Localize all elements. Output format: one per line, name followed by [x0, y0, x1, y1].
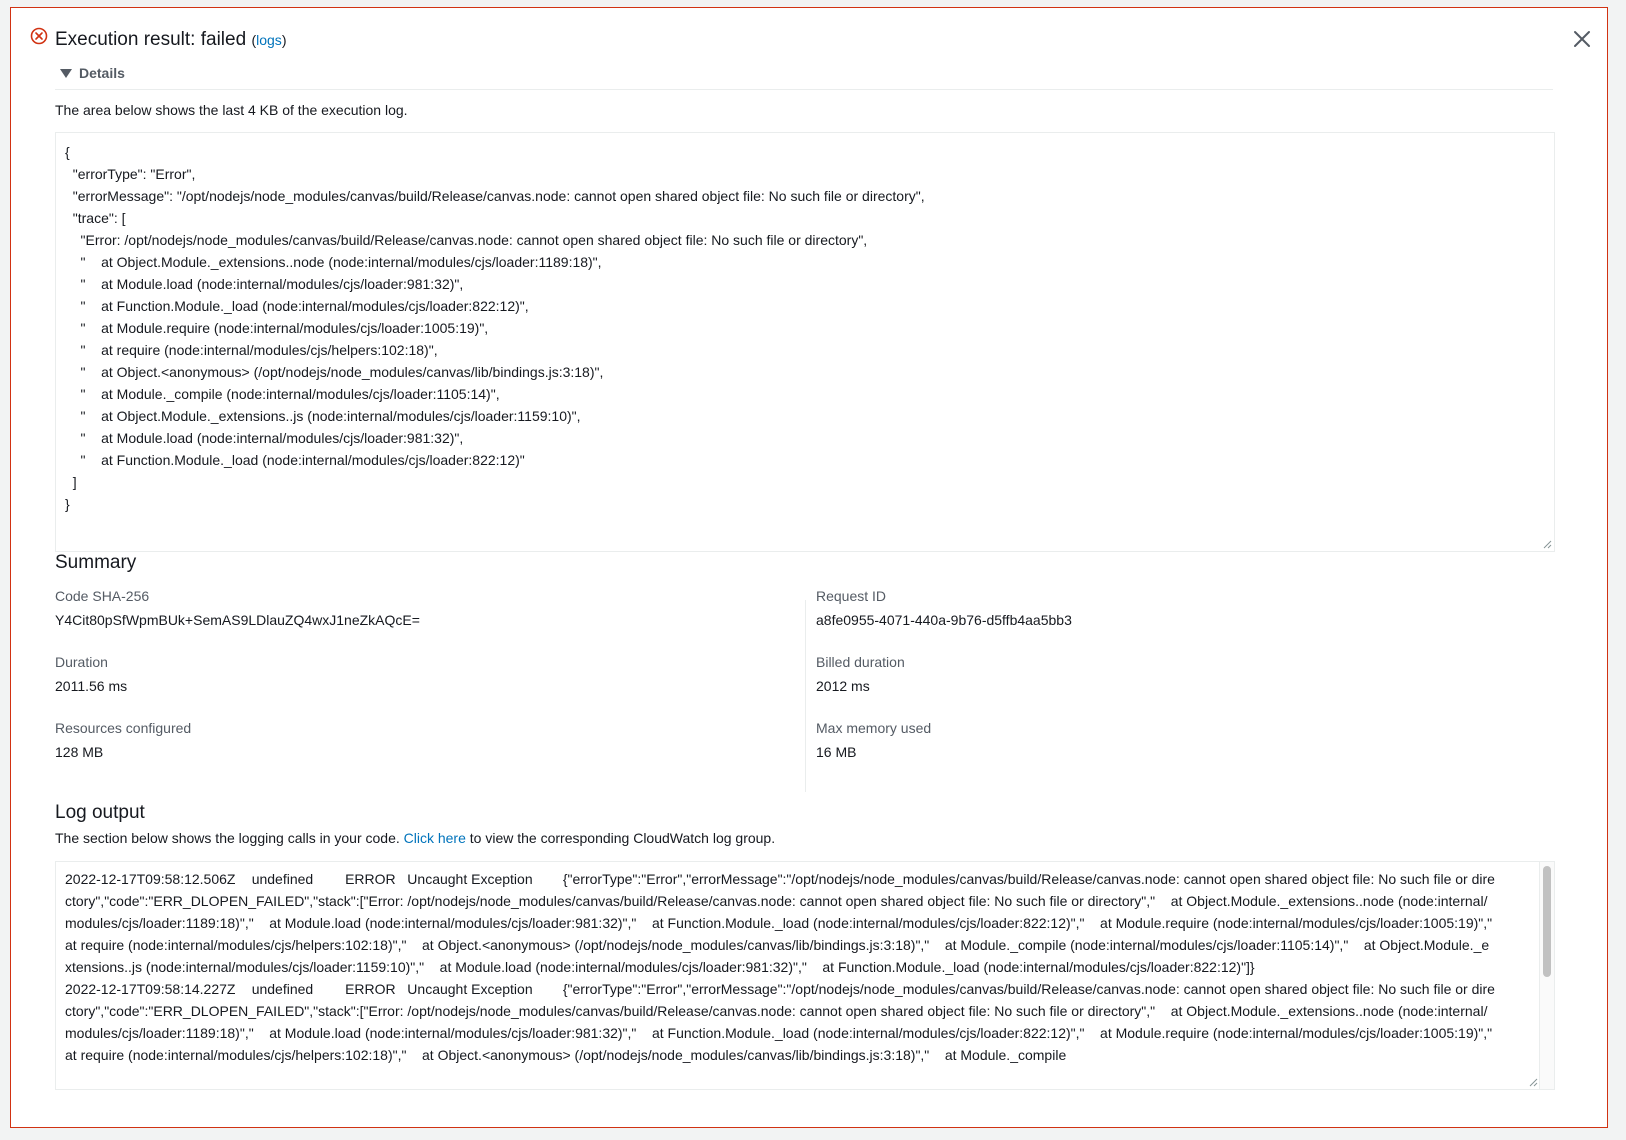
- execution-log-line: "errorMessage": "/opt/nodejs/node_modules/canvas/build/Release/canvas.node: cannot open shared object file: No such file or directory",: [65, 188, 925, 204]
- result-title: [55, 29, 286, 51]
- duration-value: 2011.56 ms: [55, 678, 128, 694]
- log-scrollbar-thumb[interactable]: [1543, 866, 1551, 977]
- summary-heading: Summary: [55, 552, 137, 573]
- summary-column-divider: [805, 600, 806, 792]
- resize-handle-icon[interactable]: [1543, 540, 1552, 549]
- execution-log-content: [65, 141, 1545, 515]
- paren-open: (: [251, 32, 257, 48]
- paren-close: ): [281, 32, 287, 48]
- details-divider: [55, 89, 1553, 90]
- result-title-text: Execution result: failed: [55, 29, 247, 50]
- request-id-label: Request ID: [816, 588, 887, 604]
- execution-log-line: {: [65, 144, 70, 160]
- max-memory-value: 16 MB: [816, 744, 857, 760]
- x-circle-icon: [30, 27, 48, 45]
- caret-down-icon: [60, 69, 72, 78]
- execution-result-panel: [10, 7, 1608, 1128]
- close-icon[interactable]: [1571, 28, 1593, 50]
- execution-log-line: " at Module.load (node:internal/modules/cjs/loader:981:32)",: [65, 430, 464, 446]
- logs-link[interactable]: logs: [256, 32, 282, 48]
- log-output-heading: Log output: [55, 802, 145, 823]
- details-label: Details: [79, 65, 125, 81]
- log-scrollbar[interactable]: [1539, 862, 1554, 1089]
- log-entry: 2022-12-17T09:58:12.506Z undefined ERROR Uncaught Exception {"errorType":"Error","errorMessage":"/opt/nodejs/node_modules/canvas/build/Release/canvas.node: cannot open shared object file: No such file or directory","code":"ERR_DLOPEN_FAILED","stack":["Error: /opt/nodejs/node_modules/canvas/build/Release/canvas.node: cannot open shared object file: No such file or directory"," at Object.Module._extensions..node (node:internal/modules/cjs/loader:1189:18)"," at Module.load (node:internal/modules/cjs/loader:981:32)"," at Function.Module._load (node:internal/modules/cjs/loader:822:12)"," at Module.require (node:internal/modules/cjs/loader:1005:19)"," at require (node:internal/modules/cjs/helpers:102:18)"," at Object.<anonymous> (/opt/nodejs/node_modules/canvas/lib/bindings.js:3:18)"," at Module._compile (node:internal/modules/cjs/loader:1105:14)"," at Object.Module._extensions..js (node:internal/modules/cjs/loader:1159:10)"," at Module.load (node:internal/modules/cjs/loader:981:32)"," at Function.Module._load (node:internal/modules/cjs/loader:822:12)"]}: [65, 871, 1508, 975]
- log-output-description: [55, 830, 775, 846]
- log-desc-after: to view the corresponding CloudWatch log group.: [465, 830, 776, 846]
- execution-log-line: " at Object.Module._extensions..node (node:internal/modules/cjs/loader:1189:18)",: [65, 254, 602, 270]
- resize-handle-icon[interactable]: [1529, 1078, 1538, 1087]
- code-sha-label: Code SHA-256: [55, 588, 150, 604]
- execution-log-line: " at Object.<anonymous> (/opt/nodejs/node_modules/canvas/lib/bindings.js:3:18)",: [65, 364, 604, 380]
- execution-log-line: " at Module.load (node:internal/modules/cjs/loader:981:32)",: [65, 276, 464, 292]
- execution-log-line: " at Object.Module._extensions..js (node:internal/modules/cjs/loader:1159:10)",: [65, 408, 581, 424]
- execution-log-line: " at require (node:internal/modules/cjs/helpers:102:18)",: [65, 342, 438, 358]
- code-sha-value: Y4Cit80pSfWpmBUk+SemAS9LDlauZQ4wxJ1neZkAQcE=: [55, 612, 420, 628]
- billed-duration-label: Billed duration: [816, 654, 905, 670]
- execution-log-textarea[interactable]: [55, 132, 1555, 552]
- billed-duration-value: 2012 ms: [816, 678, 870, 694]
- log-entry: 2022-12-17T09:58:14.227Z undefined ERROR Uncaught Exception {"errorType":"Error","errorMessage":"/opt/nodejs/node_modules/canvas/build/Release/canvas.node: cannot open shared object file: No such file or directory","code":"ERR_DLOPEN_FAILED","stack":["Error: /opt/nodejs/node_modules/canvas/build/Release/canvas.node: cannot open shared object file: No such file or directory"," at Object.Module._extensions..node (node:internal/modules/cjs/loader:1189:18)"," at Module.load (node:internal/modules/cjs/loader:981:32)"," at Function.Module._load (node:internal/modules/cjs/loader:822:12)"," at Module.require (node:internal/modules/cjs/loader:1005:19)"," at require (node:internal/modules/cjs/helpers:102:18)"," at Object.<anonymous> (/opt/nodejs/node_modules/canvas/lib/bindings.js:3:18)"," at Module._compile: [65, 981, 1508, 1063]
- cloudwatch-link[interactable]: Click here: [403, 830, 466, 846]
- duration-label: Duration: [55, 654, 108, 670]
- max-memory-label: Max memory used: [816, 720, 932, 736]
- execution-log-line: "errorType": "Error",: [65, 166, 196, 182]
- execution-log-line: "trace": [: [65, 210, 126, 226]
- log-output-textarea[interactable]: [55, 861, 1555, 1090]
- details-description: The area below shows the last 4 KB of the execution log.: [55, 102, 408, 118]
- execution-log-line: }: [65, 496, 70, 512]
- execution-log-line: " at Function.Module._load (node:internal/modules/cjs/loader:822:12)",: [65, 298, 529, 314]
- details-toggle[interactable]: [60, 65, 125, 81]
- request-id-value: a8fe0955-4071-440a-9b76-d5ffb4aa5bb3: [816, 612, 1072, 628]
- execution-log-line: " at Module._compile (node:internal/modules/cjs/loader:1105:14)",: [65, 386, 500, 402]
- execution-log-line: " at Module.require (node:internal/modules/cjs/loader:1005:19)",: [65, 320, 489, 336]
- execution-log-line: ]: [65, 474, 77, 490]
- execution-log-line: "Error: /opt/nodejs/node_modules/canvas/build/Release/canvas.node: cannot open shared object file: No such file or directory",: [65, 232, 868, 248]
- execution-log-line: " at Function.Module._load (node:internal/modules/cjs/loader:822:12)": [65, 452, 525, 468]
- resources-value: 128 MB: [55, 744, 104, 760]
- log-desc-before: The section below shows the logging calls in your code.: [55, 830, 404, 846]
- log-output-content: [65, 868, 1508, 1066]
- resources-label: Resources configured: [55, 720, 192, 736]
